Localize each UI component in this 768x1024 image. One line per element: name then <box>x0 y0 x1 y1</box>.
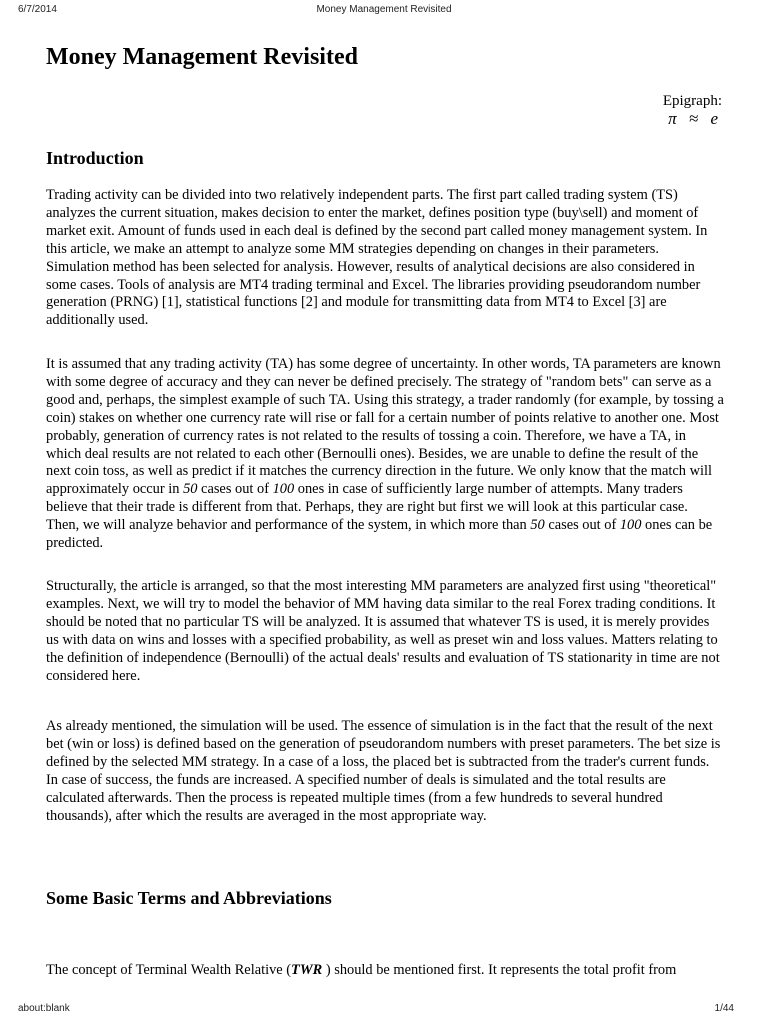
section-heading-introduction: Introduction <box>46 148 144 168</box>
print-page-number: 1/44 <box>714 1003 734 1014</box>
epigraph <box>663 92 722 128</box>
paragraph-4: As already mentioned, the simulation will be used. The essence of simulation is in the fact that the result of the next bet (win or loss) is defined based on the generation of pseudorandom numbers with preset parameters. The bet size is defined by the selected MM strategy. In a case of a loss, the placed bet is subtracted from the trader's current funds. In case of success, the funds are increased. A specified number of deals is simulated and the total results are calculated afterwards. Then the process is repeated multiple times (from a few hundreds to several hundred thousands), after which the results are averaged in the most appropriate way. <box>46 718 721 824</box>
paragraph-2 <box>46 356 724 553</box>
print-page-title: Money Management Revisited <box>316 4 452 15</box>
epigraph-label: Epigraph: <box>662 93 722 109</box>
twr-term: TWR <box>291 962 323 978</box>
epigraph-formula: π ≈ e <box>668 109 722 128</box>
print-header <box>0 4 768 18</box>
page-title: Money Management Revisited <box>46 44 358 70</box>
paragraph-5 <box>46 962 724 980</box>
paragraph-3: Structurally, the article is arranged, so that the most interesting MM parameters are analyzed first using "theoretical" examples. Next, we will try to model the behavior of MM having data similar to the real Forex trading conditions. It should be noted that no particular TS will be analyzed. It is assumed that whatever TS is used, it is merely provides us with data on wins and losses with a specified probability, as well as preset win and loss values. Matters relating to the definition of independence (Bernoulli) of the actual deals' results and evaluation of TS stationarity in time are not considered here. <box>46 578 720 684</box>
paragraph-2-text-c: ones in case of sufficiently large number of attempts. Many traders believe that their trade is different from that. Perhaps, they are right but first we will look at this particular case. Then, we will analyze behavior and performance of the system, in which more than <box>46 481 688 534</box>
paragraph-2-text-b: cases out of <box>197 481 273 498</box>
paragraph-1: Trading activity can be divided into two relatively independent parts. The first part called trading system (TS) analyzes the current situation, makes decision to enter the market, defines position type (buy\sell) and moment of market exit. Amount of funds used in each deal is defined by the second part called money management system. In this article, we make an attempt to analyze some MM strategies depending on changes in their parameters. Simulation method has been selected for analysis. However, results of analytical decisions are also considered in some cases. Tools of analysis are MT4 trading terminal and Excel. The libraries providing pseudorandom number generation (PRNG) [1], statistical functions [2] and module for transmitting data from MT4 to Excel [3] are additionally used. <box>46 187 708 329</box>
paragraph-2-number: 100 <box>619 517 642 534</box>
print-url: about:blank <box>18 1003 70 1014</box>
print-footer <box>0 1003 768 1017</box>
paragraph-2-number: 50 <box>183 481 198 498</box>
paragraph-2-text-a: It is assumed that any trading activity (TA) has some degree of uncertainty. In other words, TA parameters are known with some degree of accuracy and they can never be defined precisely. The strategy of "random bets" can serve as a good and, perhaps, the simplest example of such TA. Using this strategy, a trader randomly (for example, by tossing a coin) stakes on whether one currency rate will rise or fall for a certain number of points relative to another one. Most probably, generation of currency rates is not related to the results of tossing a coin. Therefore, we have a TA, in which deal results are not related to each other (Bernoulli ones). Besides, we are unable to define the result of the next coin toss, as well as predict if it matches the currency direction in the future. We only know that the match will approximately occur in <box>46 356 724 498</box>
paragraph-2-number: 100 <box>272 481 295 498</box>
paragraph-5-text-a: The concept of Terminal Wealth Relative ( <box>46 962 292 978</box>
paragraph-2-number: 50 <box>530 517 545 534</box>
section-heading-terms: Some Basic Terms and Abbreviations <box>46 888 332 908</box>
print-date: 6/7/2014 <box>18 4 57 15</box>
paragraph-2-text-d: cases out of <box>544 517 620 534</box>
paragraph-5-text-b: ) should be mentioned first. It represents the total profit from <box>322 962 677 978</box>
paragraph-2-text-e: ones can be predicted. <box>46 517 713 552</box>
